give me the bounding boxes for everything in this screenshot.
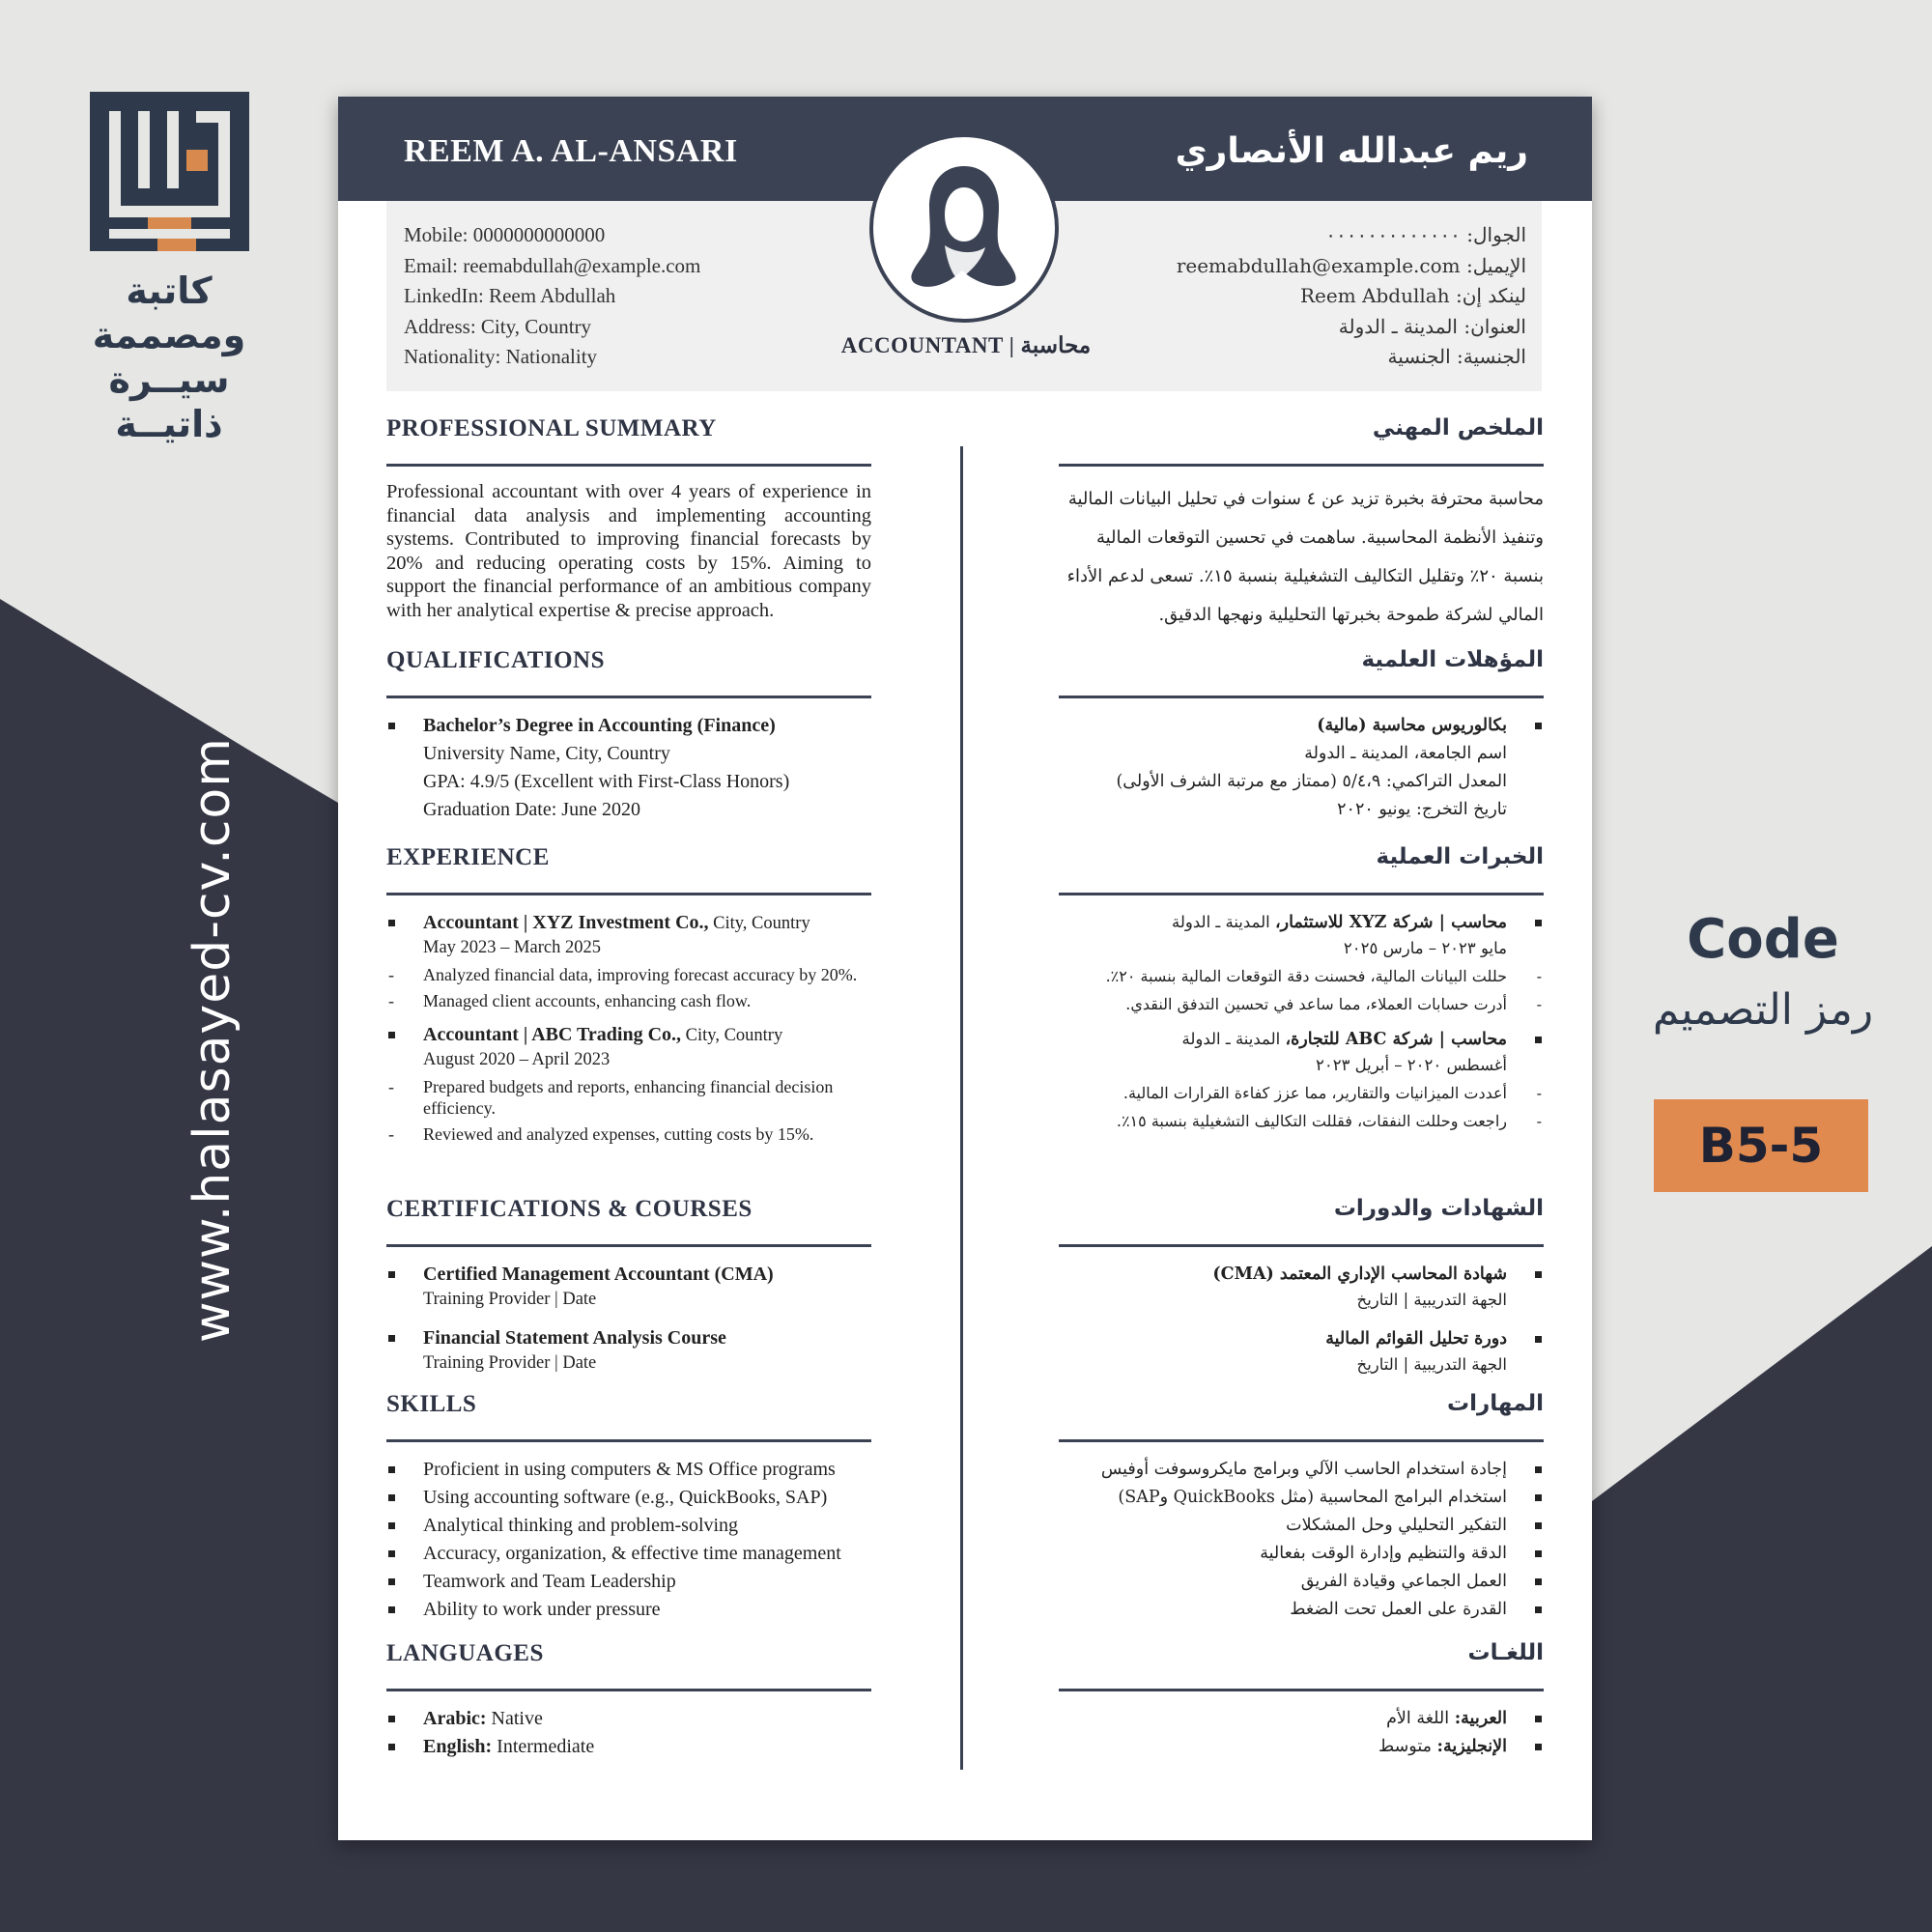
section-heading: QUALIFICATIONS [386, 647, 871, 698]
section-heading: الخبرات العملية [1059, 844, 1544, 895]
job-location: City, Country [681, 1026, 783, 1045]
experience-item [386, 909, 871, 959]
job-location: المدينة ـ الدولة [1181, 1030, 1286, 1048]
language-name: English: [423, 1736, 493, 1757]
skill-item: Accuracy, organization, & effective time management [386, 1540, 871, 1568]
website-url: www.halasayed-cv.com [184, 737, 242, 1343]
task-item: - أعددت الميزانيات والتقارير، مما عزز كفاءة القرارات المالية. [1059, 1082, 1544, 1105]
degree-title: Bachelor’s Degree in Accounting (Finance) [423, 715, 776, 736]
certifications-section-en [386, 1196, 871, 1375]
language-item [386, 1733, 871, 1761]
job-location: المدينة ـ الدولة [1172, 913, 1275, 931]
code-title: Code [1687, 908, 1839, 971]
column-divider [960, 446, 963, 1770]
cert-provider: الجهة التدريبية | التاريخ [1356, 1355, 1507, 1374]
task-item: - Analyzed financial data, improving forecast accuracy by 20%. [386, 964, 871, 985]
code-badge: B5-5 [1654, 1099, 1868, 1192]
contact-arabic [1177, 220, 1526, 373]
cert-item [386, 1324, 871, 1375]
language-item [1059, 1733, 1544, 1761]
contact-line: الجنسية: الجنسية [1387, 345, 1526, 368]
job-role: محاسب | شركة ABC للتجارة، [1285, 1030, 1507, 1049]
job-dates: August 2020 – April 2023 [423, 1050, 611, 1069]
language-name: Arabic: [423, 1708, 487, 1729]
name-english: REEM A. AL-ANSARI [404, 133, 738, 169]
contact-line: Email: reemabdullah@example.com [404, 253, 701, 277]
list-item [1059, 712, 1544, 824]
skills-section-en [386, 1391, 871, 1624]
task-item: - راجعت وحللت النفقات، فقللت التكاليف التشغيلية بنسبة ١٥٪. [1059, 1110, 1544, 1133]
cert-title: دورة تحليل القوائم المالية [1325, 1329, 1507, 1349]
experience-section-en [386, 844, 871, 1145]
skill-item: Analytical thinking and problem-solving [386, 1512, 871, 1540]
cert-provider: Training Provider | Date [423, 1290, 597, 1309]
language-item [386, 1705, 871, 1733]
skill-item: Using accounting software (e.g., QuickBooks, SAP) [386, 1484, 871, 1512]
skill-item: إجادة استخدام الحاسب الآلي وبرامج مايكروسوفت أوفيس [1059, 1456, 1544, 1484]
contact-line: Address: City, Country [404, 314, 592, 338]
skill-item: الدقة والتنظيم وإدارة الوقت بفعالية [1059, 1540, 1544, 1568]
kufic-logo-icon [90, 92, 249, 251]
cert-item [386, 1261, 871, 1311]
section-heading: LANGUAGES [386, 1640, 871, 1691]
university: University Name, City, Country [423, 743, 670, 764]
language-name: العربية: [1454, 1709, 1507, 1728]
contact-line: الإيميل: reemabdullah@example.com [1176, 253, 1526, 277]
cert-provider: الجهة التدريبية | التاريخ [1356, 1291, 1507, 1309]
skill-item: Ability to work under pressure [386, 1596, 871, 1624]
experience-item [386, 1021, 871, 1071]
cert-item [1059, 1261, 1544, 1312]
language-item [1059, 1705, 1544, 1733]
skills-section-ar [1059, 1391, 1544, 1624]
skill-item: التفكير التحليلي وحل المشكلات [1059, 1512, 1544, 1540]
task-item: - حللت البيانات المالية، فحسنت دقة التوقعات المالية بنسبة ٢٠٪. [1059, 965, 1544, 988]
name-arabic: ريم عبدالله الأنصاري [1175, 131, 1528, 171]
language-level: اللغة الأم [1386, 1709, 1455, 1728]
summary-section-ar [1059, 415, 1544, 635]
summary-text: محاسبة محترفة بخبرة تزيد عن ٤ سنوات في تحليل البيانات المالية وتنفيذ الأنظمة المحاسبية. ساهمت في تحسين التوقعات المالية بنسبة ٢٠٪ وتقليل التكاليف التشغيلية بنسبة ١٥٪. تسعى لدعم الأداء المالي لشركة طموحة بخبرتها التحليلية ونهجها الدقيق. [1066, 489, 1544, 625]
graduation-date: Graduation Date: June 2020 [423, 799, 640, 820]
skill-item: استخدام البرامج المحاسبية (مثل QuickBooks وSAP) [1059, 1484, 1544, 1512]
code-subtitle: رمز التصميم [1652, 985, 1874, 1035]
cert-item [1059, 1325, 1544, 1377]
job-role: محاسب | شركة XYZ للاستثمار، [1274, 913, 1507, 932]
job-dates: أغسطس ٢٠٢٠ – أبريل ٢٠٢٣ [1315, 1056, 1507, 1074]
section-heading: CERTIFICATIONS & COURSES [386, 1196, 871, 1247]
certifications-section-ar [1059, 1196, 1544, 1377]
job-dates: مايو ٢٠٢٣ – مارس ٢٠٢٥ [1343, 939, 1507, 957]
contact-line: Mobile: 0000000000000 [404, 223, 606, 246]
job-role: Accountant | ABC Trading Co., [423, 1024, 682, 1045]
brand-line-2: سيــرة ذاتيــة [108, 358, 230, 445]
contact-line: الجوال: ٠٠٠٠٠٠٠٠٠٠٠٠٠ [1325, 223, 1526, 246]
list-item [386, 712, 871, 824]
qualifications-section-en [386, 647, 871, 824]
experience-item [1059, 1026, 1544, 1077]
university: اسم الجامعة، المدينة ـ الدولة [1304, 744, 1507, 763]
section-heading: EXPERIENCE [386, 844, 871, 895]
language-level: Native [486, 1708, 543, 1729]
cert-title: Financial Statement Analysis Course [423, 1327, 726, 1349]
skill-item: العمل الجماعي وقيادة الفريق [1059, 1568, 1544, 1596]
section-heading: PROFESSIONAL SUMMARY [386, 415, 871, 467]
job-title: ACCOUNTANT | محاسبة [840, 333, 1092, 357]
languages-section-ar [1059, 1640, 1544, 1761]
task-item: - أدرت حسابات العملاء، مما ساعد في تحسين التدفق النقدي. [1059, 993, 1544, 1016]
cert-title: شهادة المحاسب الإداري المعتمد (CMA) [1212, 1264, 1507, 1284]
contact-english [404, 220, 700, 373]
contact-line: لينكد إن: Reem Abdullah [1300, 284, 1526, 307]
section-heading: اللغـات [1059, 1640, 1544, 1691]
contact-line: العنوان: المدينة ـ الدولة [1338, 314, 1526, 338]
language-level: Intermediate [492, 1736, 595, 1757]
skill-item: القدرة على العمل تحت الضغط [1059, 1596, 1544, 1624]
gpa: GPA: 4.9/5 (Excellent with First-Class Honors) [423, 771, 790, 792]
brand-logo [58, 92, 280, 446]
skill-item: Teamwork and Team Leadership [386, 1568, 871, 1596]
contact-line: LinkedIn: Reem Abdullah [404, 284, 616, 307]
hijab-woman-icon [869, 133, 1059, 323]
job-role: Accountant | XYZ Investment Co., [423, 912, 709, 933]
section-heading: المؤهلات العلمية [1059, 647, 1544, 698]
brand-line-1: كاتبة ومصممة [92, 270, 246, 356]
cert-provider: Training Provider | Date [423, 1353, 597, 1373]
section-heading: SKILLS [386, 1391, 871, 1442]
job-location: City, Country [708, 914, 810, 933]
gpa: المعدل التراكمي: ٥/٤،٩ (ممتاز مع مرتبة الشرف الأولى) [1116, 772, 1507, 791]
languages-section-en [386, 1640, 871, 1761]
section-heading: الشهادات والدورات [1059, 1196, 1544, 1247]
summary-section-en [386, 415, 871, 622]
experience-section-ar [1059, 844, 1544, 1133]
resume-page [338, 97, 1592, 1840]
language-name: الإنجليزية: [1436, 1737, 1507, 1756]
qualifications-section-ar [1059, 647, 1544, 824]
task-item: - Reviewed and analyzed expenses, cutting costs by 15%. [386, 1123, 871, 1145]
task-item: - Managed client accounts, enhancing cash flow. [386, 990, 871, 1011]
job-dates: May 2023 – March 2025 [423, 938, 601, 957]
section-heading: المهارات [1059, 1391, 1544, 1442]
degree-title: بكالوريوس محاسبة (مالية) [1317, 716, 1507, 735]
graduation-date: تاريخ التخرج: يونيو ٢٠٢٠ [1337, 800, 1507, 819]
summary-text: Professional accountant with over 4 years of experience in financial data analysis and implementing accounting systems. Contributed to improving financial forecasts by 20% and reducing operating costs by 15%. Aiming to support the financial performance of an ambitious company with her analytical expertise & precise approach. [386, 481, 871, 621]
section-heading: الملخص المهني [1059, 415, 1544, 467]
cert-title: Certified Management Accountant (CMA) [423, 1264, 774, 1285]
experience-item [1059, 909, 1544, 960]
task-item: - Prepared budgets and reports, enhancing financial decision efficiency. [386, 1076, 871, 1119]
skill-item: Proficient in using computers & MS Office programs [386, 1456, 871, 1484]
language-level: متوسط [1378, 1737, 1437, 1756]
contact-line: Nationality: Nationality [404, 345, 598, 368]
